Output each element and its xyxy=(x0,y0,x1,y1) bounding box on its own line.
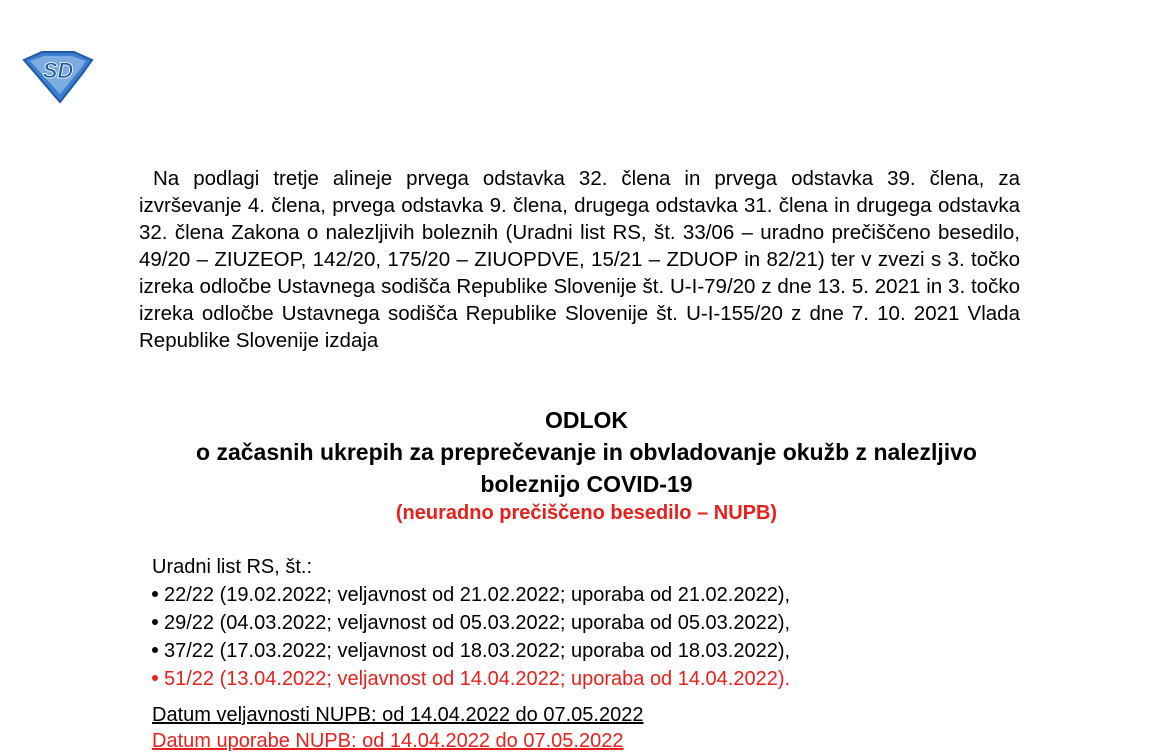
gazette-list xyxy=(152,581,790,693)
validity-dates xyxy=(152,702,643,754)
gazette-entry-text: 37/22 (17.03.2022; veljavnost od 18.03.2022; uporaba od 18.03.2022), xyxy=(164,640,791,662)
decree-title: ODLOK xyxy=(544,407,629,433)
government-logo xyxy=(20,48,96,104)
gazette-entry-highlighted xyxy=(152,665,790,693)
bullet-icon xyxy=(152,591,158,597)
gazette-entry xyxy=(152,609,790,637)
validity-date-line: Datum veljavnosti NUPB: od 14.04.2022 do 07.05.2022 xyxy=(152,704,644,726)
decree-subtitle: o začasnih ukrepih za preprečevanje in obvladovanje okužb z nalezljivo boleznijo COVID-19 xyxy=(196,439,977,497)
gazette-entry xyxy=(152,581,790,609)
bullet-icon xyxy=(152,619,158,625)
decree-title-block xyxy=(139,405,1034,526)
application-date-line: Datum uporabe NUPB: od 14.04.2022 do 07.05.2022 xyxy=(152,730,624,752)
gazette-entry-text: 51/22 (13.04.2022; veljavnost od 14.04.2022; uporaba od 14.04.2022). xyxy=(164,668,791,690)
bullet-icon xyxy=(152,647,158,653)
logo-text: SD xyxy=(42,58,74,83)
decree-note: (neuradno prečiščeno besedilo – NUPB) xyxy=(395,502,778,524)
bullet-icon xyxy=(152,675,158,681)
slovenia-government-emblem-icon xyxy=(20,48,96,104)
intro-paragraph: Na podlagi tretje alineje prvega odstavka 32. člena in prvega odstavka 39. člena, za izvrševanje 4. člena, prvega odstavka 9. člena, drugega odstavka 31. člena in drugega odstavka 32. člena Zakona o nalezljivih boleznih (Uradni list RS, št. 33/06 – uradno prečiščeno besedilo, 49/20 – ZIUZEOP, 142/20, 175/20 – ZIUOPDVE, 15/21 – ZDUOP in 82/21) ter v zvezi s 3. točko izreka odločbe Ustavnega sodišča Republike Slovenije št. U-I-79/20 z dne 13. 5. 2021 in 3. točko izreka odločbe Ustavnega sodišča Republike Slovenije št. U-I-155/20 z dne 7. 10. 2021 Vlada Republike Slovenije izdaja xyxy=(139,167,1020,352)
gazette-references xyxy=(152,553,790,693)
gazette-entry-text: 29/22 (04.03.2022; veljavnost od 05.03.2022; uporaba od 05.03.2022), xyxy=(164,612,791,634)
gazette-entry-text: 22/22 (19.02.2022; veljavnost od 21.02.2022; uporaba od 21.02.2022), xyxy=(164,584,791,606)
gazette-entry xyxy=(152,637,790,665)
gazette-label: Uradni list RS, št.: xyxy=(152,556,313,578)
